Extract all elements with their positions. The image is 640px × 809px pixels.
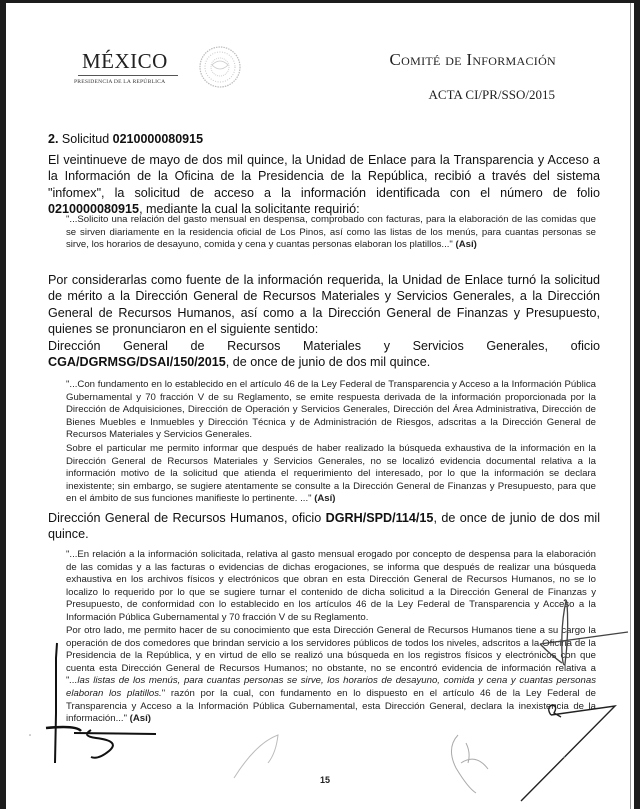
paragraph-text: El veintinueve de mayo de dos mil quince, la Unidad de Enlace para la Transparencia y Acceso a la Información de la Oficina de la Presidencia de la República, recibió a través del sistema "infomex", la solicitud de acceso a la información identificada con el número de folio bbox=[48, 153, 600, 200]
paragraph-text: , de once de junio de dos mil quince. bbox=[48, 511, 600, 542]
left-signature bbox=[74, 730, 156, 758]
margin-signature-bar bbox=[55, 643, 57, 763]
acta-number: ACTA CI/PR/SSO/2015 bbox=[428, 87, 555, 102]
committee-title: Comité de Información bbox=[389, 50, 556, 69]
quote-italic: ...las listas de los menús, para cuantas personas se sirve, los horarios de desayuno, comida y cena y cuantas personas elaboran los platillos. bbox=[66, 675, 596, 699]
paragraph-turned-to: Por considerarlas como fuente de la información requerida, la Unidad de Enlace turnó la solicitud de mérito a la Dirección General de Recursos Materiales y Servicios Generales, a la Dirección General de Recursos Humanos, así como a la Dirección General de Finanzas y Presupuesto, quienes se pronunciaron en el siguiente sentido: bbox=[48, 273, 600, 336]
faint-signature-2 bbox=[451, 735, 488, 793]
quote-dgrh-1: "...En relación a la información solicitada, relativa al gasto mensual erogado por concepto de despensa para la elaboración de las comidas y a las facturas o evidencias de dichas erogaciones, se informa que después de realizar una búsqueda exhaustiva en los archivos físicos y electrónicos que obran en esta Dirección General de Recursos Humanos, no se lo localizo lo requerido por lo que se sugiere turnar el contenido de dicha solicitud a la Dirección General de Finanzas y Presupuesto, de conformidad con lo establecido en los artículos 46 de la Ley Federal de Transparencia y Acceso a la Información Pública Gubernamental y 70 fracción V de su Reglamento. bbox=[66, 549, 596, 623]
section-folio: 0210000080915 bbox=[112, 132, 204, 146]
logo-country: MÉXICO bbox=[82, 49, 168, 73]
section-number: 2. bbox=[48, 132, 59, 146]
quote-tag: (Así) bbox=[455, 239, 477, 251]
oficio-number: DGRH/SPD/114/15 bbox=[325, 511, 434, 525]
quote-tag: (Así) bbox=[129, 713, 151, 725]
quote-text: Por otro lado, me permito hacer de su conocimiento que esta Dirección General de Recursos Humanos tiene a su cargo la operación de dos comedores que brindan servicio a los servidores públicos de todos los niveles, adscritos a la Oficina de la Presidencia de la República, y en virtud de ello se realizó una búsqueda en los registros físicos y electrónicos con que cuenta esta Dirección General de Recursos Humanos; no obstante, no se encontró evidencia de información relativa a " bbox=[66, 625, 596, 687]
quote-dgrmsg-1: "...Con fundamento en lo establecido en el artículo 46 de la Ley Federal de Transparencia y Acceso a la Información Pública Gubernamental y 70 fracción V de su Reglamento, se emite respuesta derivada de la información proporcionada por la Dirección de Adquisiciones, Dirección de Operación y Servicios Generales, Dirección del Área Administrativa, Dirección de Bienes Muebles e Inmuebles y Dirección Técnica y de Administración de Riesgos, adscritas a la Dirección General de Recursos Materiales y Servicios Generales. bbox=[66, 379, 596, 441]
paragraph-text: Dirección General de Recursos Humanos, oficio bbox=[48, 511, 326, 525]
quote-text: "...Solicito una relación del gasto mensual en despensa, comprobado con facturas, para la elaboración de las comidas que se sirven diariamente en la residencia oficial de Los Pinos, así como las listas de los menús, para cuantas personas se sirve, los horarios de desayuno, comida y cena y cuantas personas elaboran los platillos..." bbox=[66, 214, 596, 251]
logo-subtitle: PRESIDENCIA DE LA REPÚBLICA bbox=[74, 79, 166, 85]
paragraph-text: Dirección General de Recursos Materiales y Servicios Generales, oficio bbox=[48, 339, 600, 353]
document-page bbox=[6, 3, 634, 809]
quote-text: " razón por la cual, con fundamento en lo dispuesto en el artículo 46 de la Ley Federal de Transparencia y Acceso a la Información Pública Gubernamental, esta Dirección General, declara la inexistencia de la información..." bbox=[66, 687, 596, 725]
oficio-number: CGA/DGRMSG/DSAI/150/2015 bbox=[48, 355, 226, 370]
faint-signature-1 bbox=[234, 735, 278, 778]
section-label: Solicitud bbox=[61, 132, 110, 146]
signatures-overlay bbox=[6, 3, 634, 809]
quote-text: Sobre el particular me permito informar que después de haber realizado la búsqueda exhaustiva de la información en la Dirección General de Recursos Materiales y Servicios Generales, no se localizó evidencia documental relativa a la información motivo de la solicitud que atienda el requerimiento del interesado, por lo que la información se declara inexistente; sin embargo, se sugiere atentamente se consulte a la Dirección General de Finanzas y Presupuesto, para que en el ámbito de sus funciones manifieste lo pertinente. ..." bbox=[66, 443, 596, 505]
paragraph-text: , de once de junio de dos mil quince. bbox=[225, 355, 431, 370]
right-signature-2 bbox=[521, 705, 615, 801]
right-signature-1 bbox=[540, 600, 628, 665]
quote-tag: (Así) bbox=[314, 493, 336, 505]
page-number: 15 bbox=[320, 775, 331, 785]
paragraph-text: , mediante la cual la solicitante requirió: bbox=[139, 201, 360, 216]
folio-number: 0210000080915 bbox=[48, 201, 140, 216]
